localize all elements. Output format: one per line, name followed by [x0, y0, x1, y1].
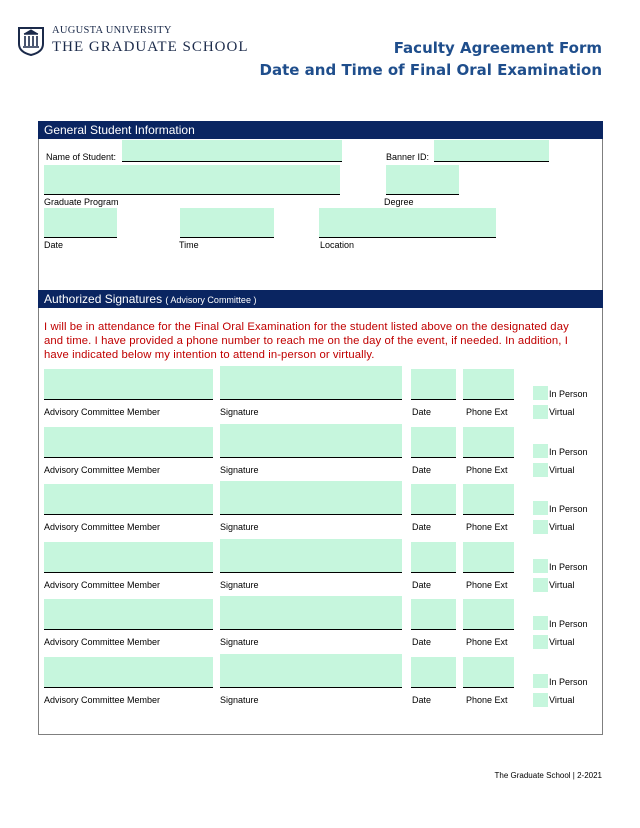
student-name-field[interactable] [122, 140, 342, 162]
footer-text: The Graduate School | 2-2021 [494, 771, 602, 780]
phone-ext-label: Phone Ext [466, 637, 508, 648]
general-section-title: General Student Information [44, 123, 195, 137]
signature-field[interactable] [220, 424, 402, 458]
virtual-label: Virtual [549, 695, 575, 705]
phone-ext-field[interactable] [463, 542, 514, 573]
signature-date-field[interactable] [411, 427, 456, 458]
exam-date-label: Date [44, 240, 64, 250]
virtual-checkbox[interactable] [533, 463, 548, 477]
signature-field[interactable] [220, 366, 402, 400]
exam-time-field[interactable] [180, 208, 274, 238]
signature-field[interactable] [220, 596, 402, 630]
in-person-label: In Person [549, 561, 588, 572]
signature-label: Signature [220, 637, 259, 648]
committee-member-label: Advisory Committee Member [44, 695, 161, 705]
signature-label: Signature [220, 522, 259, 533]
university-emblem-icon [17, 26, 45, 56]
degree-field[interactable] [386, 165, 459, 195]
graduate-program-label: Graduate Program [44, 197, 119, 207]
virtual-checkbox[interactable] [533, 520, 548, 534]
form-title: Faculty Agreement Form [393, 39, 602, 57]
virtual-label: Virtual [549, 407, 575, 417]
in-person-label: In Person [549, 446, 588, 457]
signature-field[interactable] [220, 481, 402, 515]
logo-school-name: THE GRADUATE SCHOOL [52, 39, 249, 55]
in-person-label: In Person [549, 389, 588, 399]
signature-label: Signature [220, 464, 259, 475]
phone-ext-label: Phone Ext [466, 407, 508, 417]
signature-date-field[interactable] [411, 542, 456, 573]
virtual-label: Virtual [549, 637, 575, 648]
virtual-label: Virtual [549, 522, 575, 533]
virtual-checkbox[interactable] [533, 578, 548, 592]
in-person-label: In Person [549, 677, 588, 687]
signature-date-field[interactable] [411, 599, 456, 630]
committee-member-label: Advisory Committee Member [44, 579, 161, 590]
general-section-heading [38, 121, 603, 139]
in-person-checkbox[interactable] [533, 444, 548, 458]
signature-date-label: Date [412, 579, 432, 590]
committee-member-field[interactable] [44, 542, 213, 573]
signature-label: Signature [220, 407, 259, 417]
signatures-section-note: ( Advisory Committee ) [165, 295, 257, 305]
phone-ext-field[interactable] [463, 484, 514, 515]
degree-label: Degree [384, 197, 414, 207]
committee-member-field[interactable] [44, 427, 213, 458]
in-person-label: In Person [549, 504, 588, 515]
signature-date-label: Date [412, 695, 432, 705]
graduate-program-field[interactable] [44, 165, 340, 195]
in-person-checkbox[interactable] [533, 559, 548, 573]
phone-ext-label: Phone Ext [466, 695, 508, 705]
phone-ext-field[interactable] [463, 369, 514, 400]
signature-field[interactable] [220, 539, 402, 573]
virtual-checkbox[interactable] [533, 693, 548, 707]
signature-date-field[interactable] [411, 369, 456, 400]
committee-member-label: Advisory Committee Member [44, 637, 161, 648]
committee-member-label: Advisory Committee Member [44, 464, 161, 475]
student-name-label: Name of Student: [46, 152, 117, 162]
committee-member-field[interactable] [44, 657, 213, 688]
phone-ext-field[interactable] [463, 427, 514, 458]
committee-member-field[interactable] [44, 599, 213, 630]
committee-member-field[interactable] [44, 369, 213, 400]
signature-label: Signature [220, 695, 259, 705]
signature-date-label: Date [412, 464, 432, 475]
signature-date-label: Date [412, 637, 432, 648]
exam-date-field[interactable] [44, 208, 117, 238]
logo-university-name: AUGUSTA UNIVERSITY [52, 25, 172, 36]
signature-field[interactable] [220, 654, 402, 688]
virtual-checkbox[interactable] [533, 635, 548, 649]
phone-ext-label: Phone Ext [466, 522, 508, 533]
virtual-checkbox[interactable] [533, 405, 548, 419]
signature-date-field[interactable] [411, 657, 456, 688]
committee-member-label: Advisory Committee Member [44, 407, 161, 417]
signatures-section-heading [38, 290, 603, 308]
signature-date-label: Date [412, 407, 432, 417]
in-person-checkbox[interactable] [533, 501, 548, 515]
phone-ext-label: Phone Ext [466, 464, 508, 475]
committee-member-label: Advisory Committee Member [44, 522, 161, 533]
form-subtitle: Date and Time of Final Oral Examination [259, 61, 602, 79]
in-person-checkbox[interactable] [533, 616, 548, 630]
phone-ext-field[interactable] [463, 599, 514, 630]
in-person-checkbox[interactable] [533, 674, 548, 688]
exam-time-label: Time [179, 240, 199, 250]
phone-ext-field[interactable] [463, 657, 514, 688]
attendance-notice: I will be in attendance for the Final Oral Examination for the student listed above on the designated day and time. I have provided a phone number to reach me on the day of the event, if needed. In addition, I have indicated below my intention to attend in-person or virtually. [44, 321, 569, 361]
signature-date-label: Date [412, 522, 432, 533]
banner-id-label: Banner ID: [386, 152, 430, 162]
exam-location-field[interactable] [319, 208, 496, 238]
signature-date-field[interactable] [411, 484, 456, 515]
phone-ext-label: Phone Ext [466, 579, 508, 590]
signature-label: Signature [220, 579, 259, 590]
committee-member-field[interactable] [44, 484, 213, 515]
banner-id-field[interactable] [434, 140, 549, 162]
in-person-label: In Person [549, 619, 588, 630]
virtual-label: Virtual [549, 579, 575, 590]
exam-location-label: Location [320, 240, 355, 250]
virtual-label: Virtual [549, 464, 575, 475]
signatures-section-title: Authorized Signatures [44, 292, 163, 306]
in-person-checkbox[interactable] [533, 386, 548, 400]
